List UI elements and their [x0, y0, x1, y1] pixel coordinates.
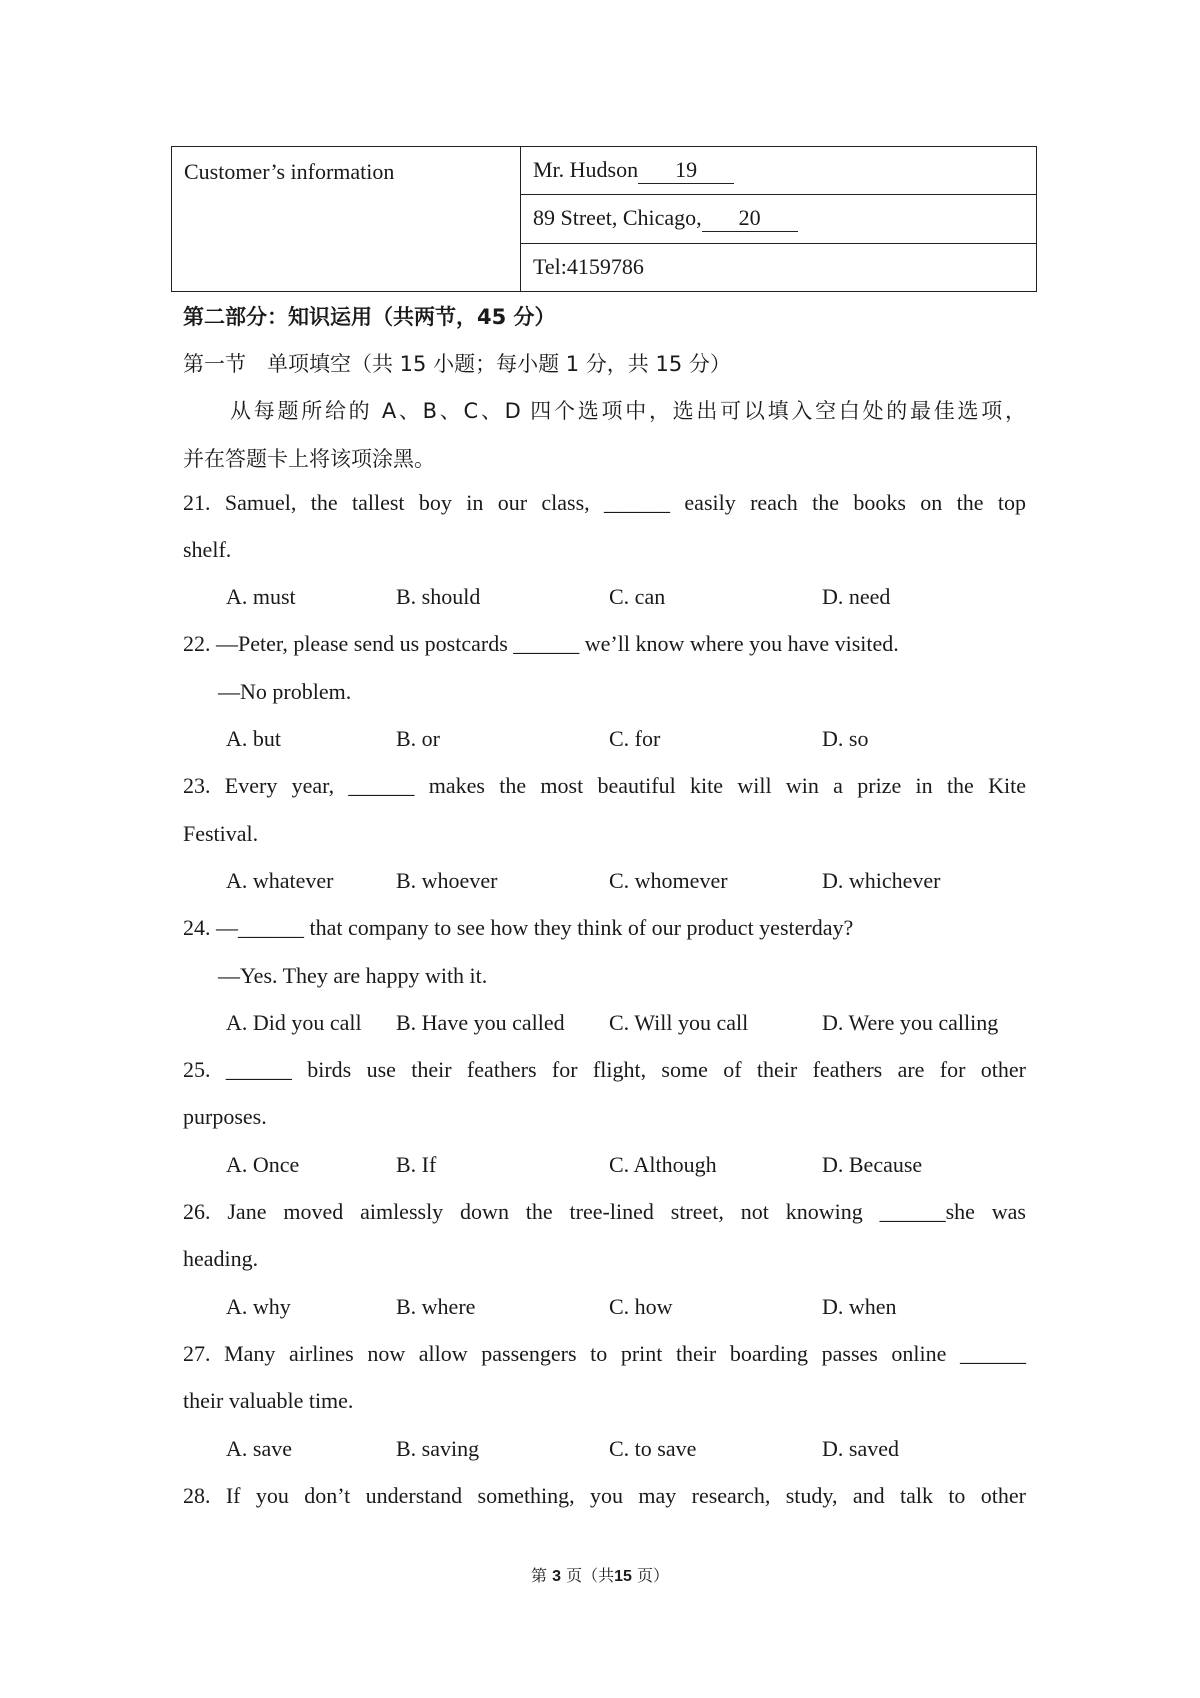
- question-25-option-d: D. Because: [822, 1152, 923, 1177]
- section-subtitle: 第一节 单项填空（共 15 小题；每小题 1 分，共 15 分）: [183, 352, 731, 376]
- question-21-line-1: 21. Samuel, the tallest boy in our class, ______ easily reach the books on the top: [183, 490, 1026, 515]
- question-27-option-a: A. save: [226, 1436, 292, 1461]
- total-pages: 15: [614, 1568, 632, 1585]
- question-27-line-1: 27. Many airlines now allow passengers to print their boarding passes online ______: [183, 1341, 1026, 1366]
- part-title: 第二部分：知识运用（共两节，45 分）: [183, 305, 556, 329]
- question-23-option-a: A. whatever: [226, 868, 334, 893]
- customer-name-cell: [521, 147, 1037, 195]
- question-25-option-b: B. If: [396, 1152, 437, 1177]
- question-22-option-d: D. so: [822, 726, 869, 751]
- question-24-option-a: A. Did you call: [226, 1010, 362, 1035]
- question-23-option-b: B. whoever: [396, 868, 498, 893]
- question-22-option-b: B. or: [396, 726, 440, 751]
- question-23-option-d: D. whichever: [822, 868, 941, 893]
- question-24-line-2: —Yes. They are happy with it.: [218, 963, 488, 988]
- question-26-option-c: C. how: [609, 1294, 673, 1319]
- question-27-option-d: D. saved: [822, 1436, 899, 1461]
- customer-info-label: Customer’s information: [172, 147, 521, 292]
- question-23-line-1: 23. Every year, ______ makes the most beautiful kite will win a prize in the Kite: [183, 773, 1026, 798]
- question-25-line-1: 25. ______ birds use their feathers for flight, some of their feathers are for other: [183, 1057, 1026, 1082]
- question-23-line-2: Festival.: [183, 821, 259, 846]
- question-21-option-c: C. can: [609, 584, 666, 609]
- question-24-option-d: D. Were you calling: [822, 1010, 999, 1035]
- instruction-line-2: 并在答题卡上将该项涂黑。: [183, 447, 435, 471]
- question-21-option-d: D. need: [822, 584, 891, 609]
- customer-info-table: [171, 146, 1037, 292]
- question-27-line-2: their valuable time.: [183, 1388, 354, 1413]
- customer-tel-cell: Tel:4159786: [521, 243, 1037, 291]
- question-24-option-c: C. Will you call: [609, 1010, 749, 1035]
- question-21-option-b: B. should: [396, 584, 481, 609]
- question-26-option-b: B. where: [396, 1294, 476, 1319]
- question-23-option-c: C. whomever: [609, 868, 728, 893]
- customer-name: Mr. Hudson: [533, 157, 639, 183]
- customer-address-cell: [521, 195, 1037, 243]
- question-22-line-1: 22. —Peter, please send us postcards ______ we’ll know where you have visited.: [183, 631, 899, 656]
- footer-mid: 页（共: [566, 1566, 615, 1585]
- question-25-option-c: C. Although: [609, 1152, 717, 1177]
- question-26-option-a: A. why: [226, 1294, 291, 1319]
- question-28-line-1: 28. If you don’t understand something, you may research, study, and talk to other: [183, 1483, 1026, 1508]
- question-26-line-1: 26. Jane moved aimlessly down the tree-lined street, not knowing ______she was: [183, 1199, 1026, 1224]
- question-25-option-a: A. Once: [226, 1152, 300, 1177]
- question-22-option-c: C. for: [609, 726, 661, 751]
- question-26-option-d: D. when: [822, 1294, 897, 1319]
- footer-suffix: 页）: [637, 1566, 670, 1585]
- question-26-line-2: heading.: [183, 1246, 259, 1271]
- customer-address: 89 Street, Chicago,: [533, 205, 702, 231]
- question-24-line-1: 24. —______ that company to see how they think of our product yesterday?: [183, 915, 854, 940]
- question-27-option-b: B. saving: [396, 1436, 480, 1461]
- question-21-option-a: A. must: [226, 584, 296, 609]
- instruction-line-1: 从每题所给的 A、B、C、D 四个选项中，选出可以填入空白处的最佳选项，: [230, 399, 1026, 423]
- question-21-line-2: shelf.: [183, 537, 232, 562]
- question-27-option-c: C. to save: [609, 1436, 697, 1461]
- footer-prefix: 第: [530, 1566, 547, 1585]
- question-25-line-2: purposes.: [183, 1104, 267, 1129]
- blank-20: 20: [702, 205, 798, 232]
- blank-19: 19: [638, 157, 734, 184]
- page-number: 3: [552, 1568, 561, 1585]
- question-22-option-a: A. but: [226, 726, 281, 751]
- question-24-option-b: B. Have you called: [396, 1010, 565, 1035]
- page-footer: [0, 1563, 1200, 1586]
- question-22-line-2: —No problem.: [218, 679, 352, 704]
